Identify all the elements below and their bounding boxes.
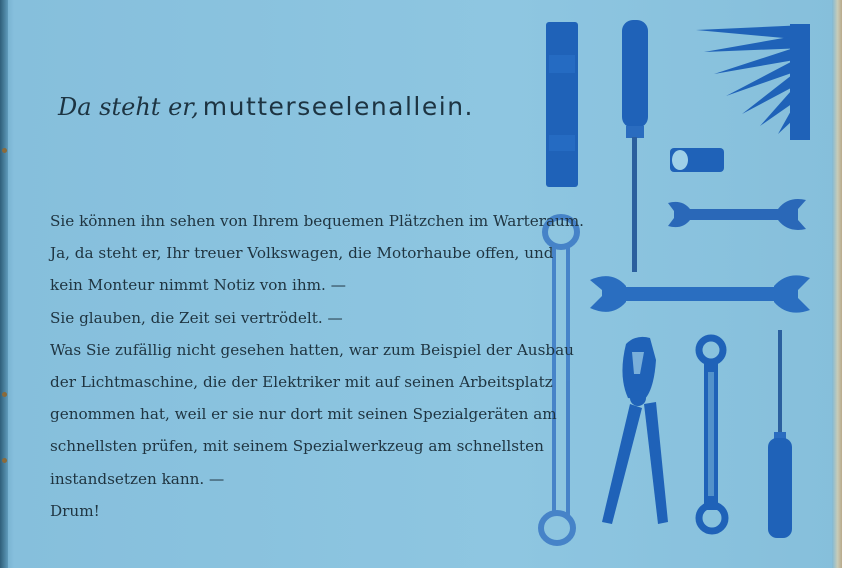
feeler-gauge-icon — [696, 24, 810, 140]
paragraph-line: der Lichtmaschine, die der Elektriker mit auf seinen Arbeitsplatz — [50, 372, 553, 391]
page-heading — [58, 92, 474, 121]
page-edge — [832, 0, 842, 568]
paragraph-line: Drum! — [50, 501, 100, 520]
book-spine — [0, 0, 8, 568]
heading-italic-part: Da steht er, — [58, 93, 199, 121]
paragraph-line: Sie glauben, die Zeit sei vertrödelt. — — [50, 308, 343, 327]
paragraph-line: Ja, da steht er, Ihr treuer Volkswagen, die Motorhaube offen, und — [50, 244, 554, 263]
paragraph-line: instandsetzen kann. — — [50, 469, 225, 488]
paragraph-line: schnellsten prüfen, mit seinem Spezialwerkzeug am schnellsten — [50, 437, 544, 456]
ring-wrench-icon — [699, 338, 725, 531]
paragraph-line: kein Monteur nimmt Notiz von ihm. — — [50, 276, 346, 295]
open-end-wrench-icon — [668, 199, 806, 230]
paragraph-line: genommen hat, weil er sie nur dort mit seinen Spezialgeräten am — [50, 405, 557, 424]
binding-hole — [2, 392, 7, 397]
paragraph-line: Was Sie zufällig nicht gesehen hatten, war zum Beispiel der Ausbau — [50, 340, 574, 359]
heading-main-part: mutterseelenallein. — [202, 92, 474, 121]
spark-plug-socket-icon — [670, 148, 724, 172]
small-screwdriver-icon — [768, 330, 792, 538]
paragraph-line: Sie können ihn sehen von Ihrem bequemen Plätzchen im Warteraum. — [50, 212, 585, 230]
body-paragraph — [50, 205, 650, 527]
binding-hole — [2, 458, 7, 463]
binding-hole — [2, 148, 7, 153]
socket-wrench-icon — [546, 22, 578, 187]
